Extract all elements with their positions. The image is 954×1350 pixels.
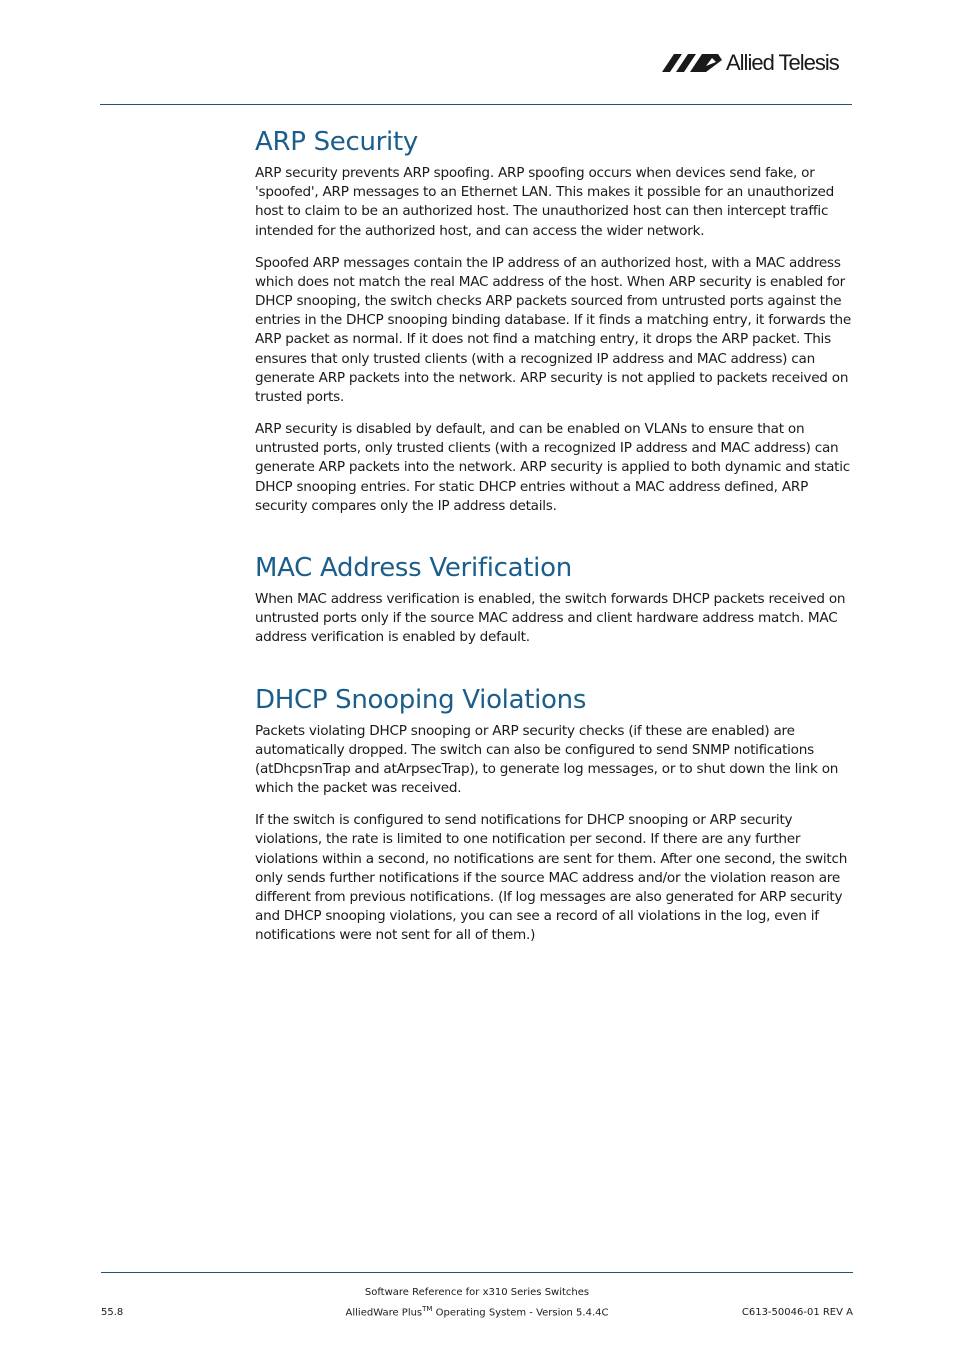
section-dhcp-snooping-violations <box>255 682 853 946</box>
paragraph: When MAC address verification is enabled, the switch forwards DHCP packets received on untrusted ports only if the source MAC address and client hardware address match. MAC address verification is enabled by default. <box>255 591 846 646</box>
footer-os-suffix: Operating System - Version 5.4.4C <box>432 1307 609 1319</box>
logo-text: Allied Telesis <box>726 50 839 75</box>
footer-rule <box>101 1272 853 1273</box>
main-content <box>255 124 853 980</box>
paragraph: If the switch is configured to send notifications for DHCP snooping or ARP security violations, the rate is limited to one notification per second. If there are any further violations within a second, no notifications are sent for them. After one second, the switch only sends further notifications if the source MAC address and/or the violation reason are different from previous notifications. (If log messages are also generated for ARP security and DHCP snooping violations, you can see a record of all violations in the log, even if notifications were not sent for all of them.) <box>255 812 848 944</box>
paragraph: Packets violating DHCP snooping or ARP security checks (if these are enabled) are automatically dropped. The switch can also be configured to send SNMP notifications (atDhcpsnTrap and atArpsecTrap), to generate log messages, or to shut down the link on which the packet was received. <box>255 722 839 797</box>
section-mac-address-verification <box>255 550 853 648</box>
header-rule <box>100 104 852 105</box>
trademark-mark: TM <box>422 1305 433 1313</box>
footer-os-prefix: AlliedWare Plus <box>345 1307 423 1319</box>
section-heading: DHCP Snooping Violations <box>255 684 587 715</box>
section-arp-security <box>255 124 853 516</box>
footer-os-line <box>101 1305 853 1318</box>
section-heading: MAC Address Verification <box>255 553 572 584</box>
page-number: 55.8 <box>101 1307 124 1318</box>
allied-telesis-logo <box>662 50 839 76</box>
paragraph: ARP security is disabled by default, and can be enabled on VLANs to ensure that on untrusted ports, only trusted clients (with a recognized IP address and MAC address) can generate ARP packets into the network. ARP security is applied to both dynamic and static DHCP snooping entries. For static DHCP entries without a MAC address defined, ARP security compares only the IP address details. <box>255 421 850 514</box>
paragraph: ARP security prevents ARP spoofing. ARP spoofing occurs when devices send fake, or 'spoofed', ARP messages to an Ethernet LAN. This makes it possible for an unauthorized host to claim to be an authorized host. The unauthorized host can then intercept traffic intended for the authorized host, and can access the wider network. <box>255 165 835 239</box>
logo-mark-icon <box>662 52 724 74</box>
section-heading: ARP Security <box>255 127 418 157</box>
paragraph: Spoofed ARP messages contain the IP address of an authorized host, with a MAC address which does not match the real MAC address of the host. When ARP security is enabled for DHCP snooping, the switch checks ARP packets sourced from untrusted ports against the entries in the DHCP snooping binding database. If it finds a matching entry, it forwards the ARP packet as normal. If it does not find a matching entry, it drops the ARP packet. This ensures that only trusted clients (with a recognized IP address and MAC address) can generate ARP packets into the network. ARP security is not applied to packets received on trusted ports. <box>255 254 852 406</box>
document-id: C613-50046-01 REV A <box>741 1307 853 1318</box>
footer-title: Software Reference for x310 Series Switches <box>364 1287 590 1298</box>
page-footer <box>101 1284 853 1324</box>
